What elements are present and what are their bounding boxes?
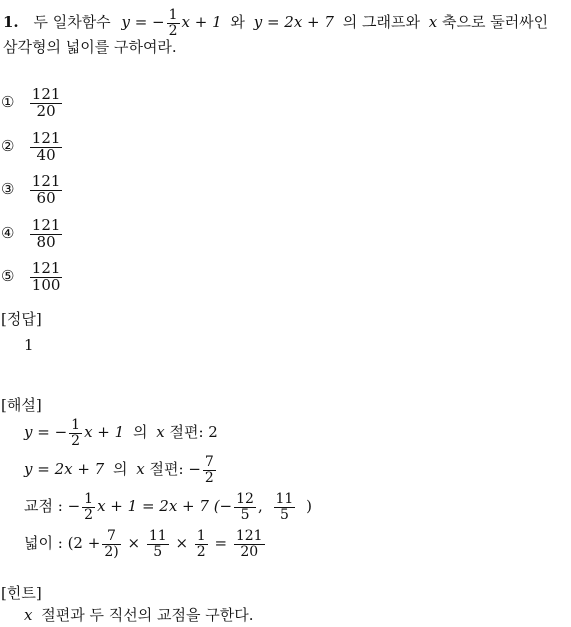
- choice-fraction: [30, 174, 63, 207]
- fraction-denominator: 2: [84, 506, 94, 523]
- fraction-denominator: 5: [234, 507, 256, 523]
- fraction-denominator: 40: [30, 147, 63, 164]
- area-fraction-1: [102, 529, 120, 559]
- separator: ,: [257, 497, 263, 516]
- choice-5[interactable]: [1, 261, 64, 294]
- question-number: 1.: [3, 13, 19, 32]
- equation-2: y = 2x + 7: [253, 13, 334, 32]
- area-fraction-2: [147, 529, 169, 559]
- fraction-numerator: 11: [275, 491, 294, 507]
- area-result-fraction: [234, 529, 265, 559]
- explanation-line-1: [24, 418, 218, 448]
- closing-paren: ): [306, 497, 312, 516]
- fraction-denominator: 80: [30, 234, 63, 251]
- coordinate-y-fraction: [274, 492, 296, 522]
- choice-marker: ②: [1, 137, 15, 156]
- equation-text: x + 1: [84, 423, 125, 442]
- equation-fraction: [203, 455, 216, 485]
- choice-fraction: [30, 131, 63, 164]
- fraction-denominator: 60: [30, 190, 63, 207]
- fraction-numerator: 1: [71, 417, 81, 433]
- fraction-numerator: 121: [31, 259, 61, 277]
- fraction-numerator: 121: [235, 528, 263, 544]
- equation-fraction: [82, 492, 95, 522]
- hint-text: 절편과 두 직선의 교점을 구한다.: [41, 606, 254, 624]
- fraction-denominator: 2: [204, 469, 214, 486]
- equation-text: x + 1 = 2x + 7 (−: [97, 497, 233, 516]
- intersection-label: 교점 : −: [24, 497, 81, 516]
- hint-label: [힌트]: [1, 584, 42, 602]
- area-fraction-3: [195, 529, 208, 559]
- equation-text: y = −: [24, 423, 68, 442]
- answer-value: 1: [24, 336, 34, 354]
- choice-fraction: [30, 218, 63, 251]
- fraction-numerator: 12: [236, 491, 254, 507]
- explanation-line-2: [24, 455, 218, 485]
- choice-marker: ⑤: [1, 267, 15, 286]
- choice-marker: ③: [1, 180, 15, 199]
- question-line-2: 삼각형의 넓이를 구하여라.: [3, 38, 177, 56]
- question-text-end: 축으로 둘러싸인: [441, 13, 549, 32]
- choice-3[interactable]: [1, 174, 64, 207]
- fraction-numerator: 1: [196, 528, 206, 544]
- fraction-numerator: 121: [31, 172, 61, 190]
- times-sign: ×: [127, 534, 141, 553]
- particle-text: 의: [132, 423, 148, 442]
- choice-1[interactable]: [1, 87, 64, 120]
- times-sign: ×: [175, 534, 189, 553]
- area-label: 넓이 : (2 +: [24, 534, 101, 553]
- question-line-1: [3, 8, 548, 38]
- intercept-text: 절편: −: [149, 460, 201, 479]
- coordinate-x-fraction: [234, 492, 256, 522]
- fraction-denominator: 100: [31, 275, 61, 294]
- axis-variable: x: [428, 13, 438, 32]
- fraction-numerator: 121: [31, 129, 61, 147]
- choice-marker: ①: [1, 93, 15, 112]
- fraction-denominator: 5: [274, 507, 296, 523]
- fraction-numerator: 11: [148, 528, 167, 544]
- choice-2[interactable]: [1, 131, 64, 164]
- fraction-numerator: 121: [31, 216, 61, 234]
- fraction-denominator: 2: [71, 432, 81, 449]
- fraction-denominator: 20: [30, 103, 63, 120]
- fraction-numerator: 7: [204, 454, 214, 470]
- fraction-denominator: 5: [147, 544, 169, 560]
- answer-label: [정답]: [1, 310, 42, 328]
- explanation-line-3: [24, 492, 312, 522]
- explanation-label: [해설]: [1, 396, 42, 414]
- question-text-mid: 의 그래프와: [342, 13, 420, 32]
- fraction-denominator: 2: [168, 22, 178, 39]
- equation-text: y = 2x + 7: [24, 460, 105, 479]
- particle-text: 의: [113, 460, 128, 479]
- fraction-numerator: 121: [31, 85, 61, 103]
- variable-text: x: [156, 423, 165, 442]
- hint-text-line: [24, 608, 253, 623]
- question-text-pre: 두 일차함수: [33, 13, 111, 32]
- equation-1-fraction: [167, 8, 180, 38]
- choice-4[interactable]: [1, 218, 64, 251]
- fraction-denominator: 2: [196, 543, 206, 560]
- equation-fraction: [69, 418, 82, 448]
- intercept-text: 절편: 2: [169, 423, 218, 442]
- fraction-numerator: 7: [107, 528, 116, 544]
- fraction-numerator: 1: [84, 491, 94, 507]
- choice-fraction: [30, 87, 63, 120]
- fraction-denominator: 2): [104, 543, 119, 560]
- choice-marker: ④: [1, 224, 15, 243]
- connector-word: 와: [230, 13, 245, 32]
- equation-1-lhs: y = −: [121, 13, 165, 32]
- equals-sign: =: [214, 534, 228, 553]
- variable-text: x: [24, 606, 33, 624]
- fraction-denominator: 20: [234, 544, 265, 560]
- explanation-line-4: [24, 529, 267, 559]
- equation-1-rhs: x + 1: [181, 13, 222, 32]
- variable-text: x: [136, 460, 145, 479]
- choice-fraction: [30, 261, 63, 294]
- fraction-numerator: 1: [168, 7, 178, 23]
